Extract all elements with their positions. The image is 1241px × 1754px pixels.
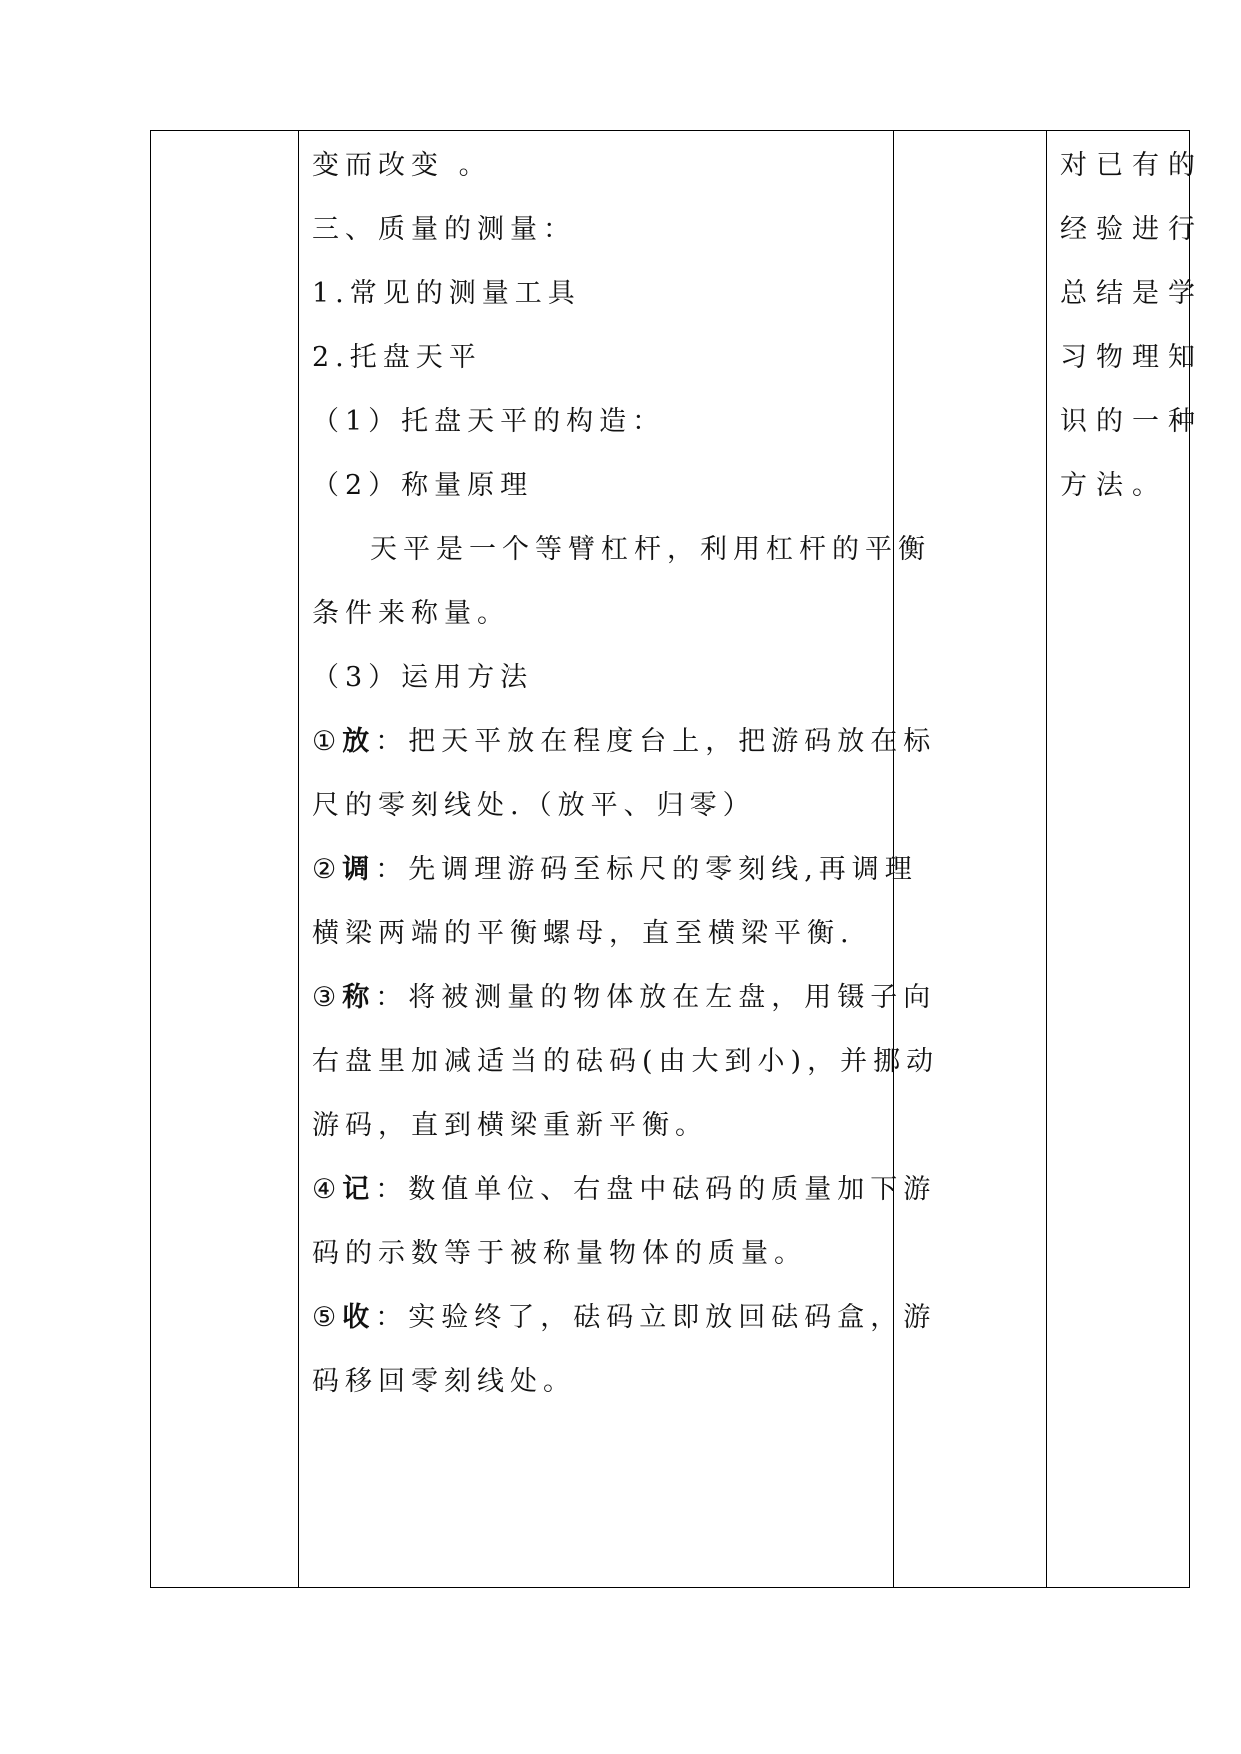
content-line: 1.常见的测量工具: [312, 278, 581, 309]
step-marker: ③: [312, 982, 343, 1013]
step-line: [312, 724, 936, 760]
content-line: 横梁两端的平衡螺母，直至横梁平衡.: [312, 918, 855, 949]
column-divider-3: [1046, 130, 1047, 1588]
content-line: 三、质量的测量：: [312, 214, 576, 245]
step-text: ：实验终了，砝码立即放回砝码盒，游: [375, 1302, 937, 1333]
step-text: ：将被测量的物体放在左盘，用镊子向: [375, 982, 937, 1013]
step-line: [312, 980, 936, 1016]
step-text: ：先调理游码至标尺的零刻线,再调理: [375, 854, 918, 885]
intent-line: 习物理知: [1060, 342, 1204, 373]
intent-line: 方法。: [1060, 470, 1168, 501]
content-line: 右盘里加减适当的砝码(由大到小)，并挪动: [312, 1046, 940, 1077]
content-line: 变而改变 。: [312, 150, 492, 181]
content-line: 天平是一个等臂杠杆，利用杠杆的平衡: [370, 534, 931, 565]
intent-line: 经验进行: [1060, 214, 1204, 245]
content-line: 尺的零刻线处.（放平、归零）: [312, 790, 756, 821]
step-marker: ④: [312, 1174, 343, 1205]
intent-line: 识的一种: [1060, 406, 1204, 437]
step-keyword: 称: [342, 982, 376, 1013]
content-line: 游码，直到横梁重新平衡。: [312, 1110, 708, 1141]
step-keyword: 收: [342, 1302, 376, 1333]
step-line: [312, 1172, 936, 1208]
step-keyword: 记: [342, 1174, 376, 1205]
step-marker: ①: [312, 726, 343, 757]
step-keyword: 放: [342, 726, 376, 757]
step-line: [312, 1300, 936, 1336]
content-line: （1）托盘天平的构造：: [312, 406, 666, 437]
step-line: [312, 852, 918, 888]
step-text: ：数值单位、右盘中砝码的质量加下游: [375, 1174, 937, 1205]
step-keyword: 调: [342, 854, 376, 885]
content-line: （2）称量原理: [312, 470, 534, 501]
content-line: 码的示数等于被称量物体的质量。: [312, 1238, 807, 1269]
intent-line: 对已有的: [1060, 150, 1204, 181]
content-line: 2.托盘天平: [312, 342, 482, 373]
content-line: 码移回零刻线处。: [312, 1366, 576, 1397]
step-marker: ⑤: [312, 1302, 343, 1333]
content-line: 条件来称量。: [312, 598, 510, 629]
step-marker: ②: [312, 854, 343, 885]
content-line: （3）运用方法: [312, 662, 534, 693]
column-divider-1: [298, 130, 299, 1588]
intent-line: 总结是学: [1060, 278, 1204, 309]
step-text: ：把天平放在程度台上，把游码放在标: [375, 726, 937, 757]
